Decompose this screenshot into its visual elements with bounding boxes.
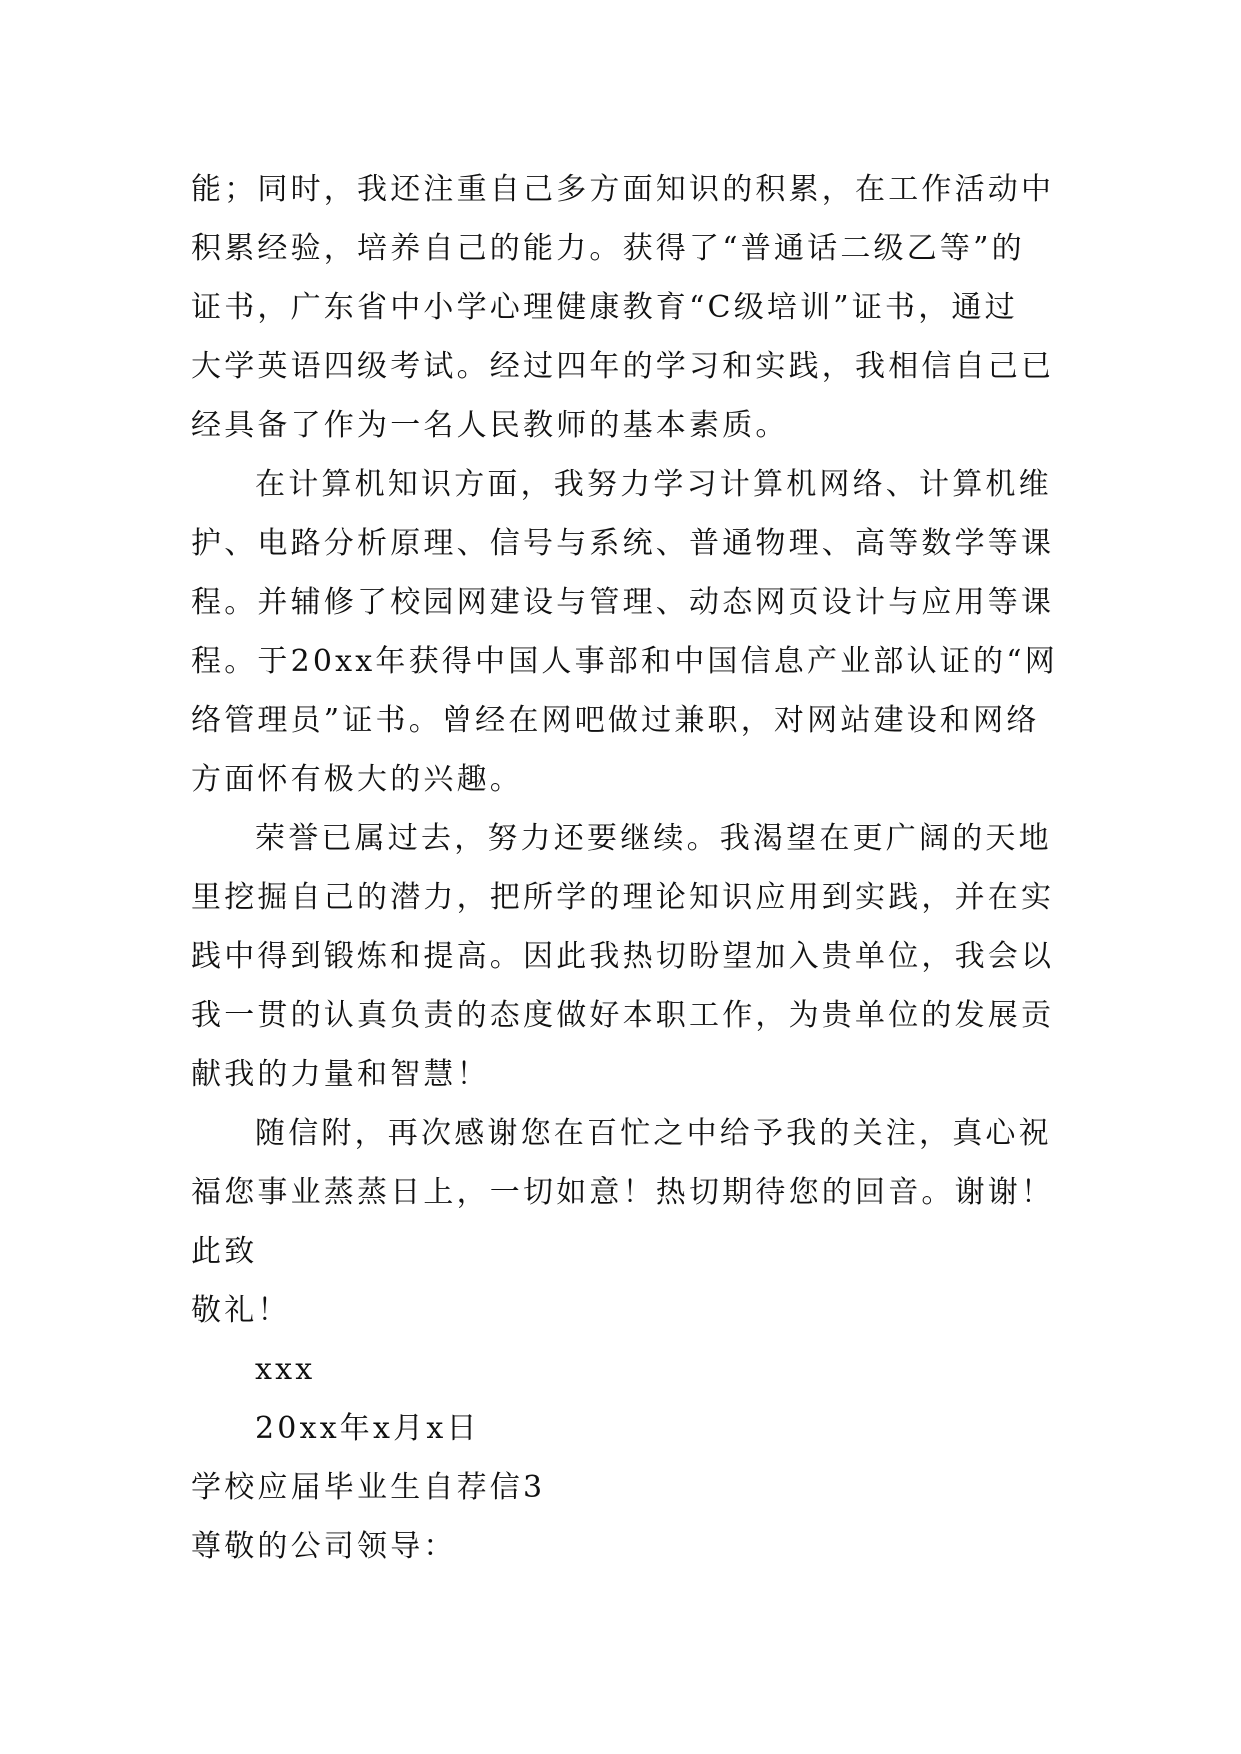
body-text-line: 护、电路分析原理、信号与系统、普通物理、高等数学等课 — [191, 526, 1055, 561]
body-text-line: 络管理员”证书。曾经在网吧做过兼职，对网站建设和网络 — [191, 703, 1040, 738]
closing-regards: 敬礼！ — [191, 1293, 291, 1328]
body-text-line: 积累经验，培养自己的能力。获得了“普通话二级乙等”的 — [191, 231, 1025, 266]
body-text-line: 程。并辅修了校园网建设与管理、动态网页设计与应用等课 — [191, 585, 1055, 620]
body-text-line: 福您事业蒸蒸日上，一切如意！热切期待您的回音。谢谢！ — [191, 1175, 1055, 1210]
body-text-line: 证书，广东省中小学心理健康教育“C级培训”证书，通过 — [191, 290, 1018, 325]
body-text-line: 经具备了作为一名人民教师的基本素质。 — [191, 408, 789, 443]
paragraph-first-line: 荣誉已属过去，努力还要继续。我渴望在更广阔的天地 — [255, 821, 1052, 856]
paragraph-first-line: 随信附，再次感谢您在百忙之中给予我的关注，真心祝 — [255, 1116, 1052, 1151]
signature-name: xxx — [255, 1352, 316, 1387]
body-text-line: 方面怀有极大的兴趣。 — [191, 762, 523, 797]
body-text-line: 献我的力量和智慧！ — [191, 1057, 490, 1092]
document-body — [191, 160, 1081, 1576]
body-text-line: 践中得到锻炼和提高。因此我热切盼望加入贵单位，我会以 — [191, 939, 1055, 974]
section-heading: 学校应届毕业生自荐信3 — [191, 1470, 546, 1505]
body-text-line: 我一贯的认真负责的态度做好本职工作，为贵单位的发展贡 — [191, 998, 1055, 1033]
signature-date: 20xx年x月x日 — [255, 1411, 480, 1446]
body-text-line: 能；同时，我还注重自己多方面知识的积累，在工作活动中 — [191, 172, 1055, 207]
body-text-line: 程。于20xx年获得中国人事部和中国信息产业部认证的“网 — [191, 644, 1058, 679]
body-text-line: 里挖掘自己的潜力，把所学的理论知识应用到实践，并在实 — [191, 880, 1055, 915]
body-text-line: 大学英语四级考试。经过四年的学习和实践，我相信自己已 — [191, 349, 1055, 384]
paragraph-first-line: 在计算机知识方面，我努力学习计算机网络、计算机维 — [255, 467, 1052, 502]
closing-salutation: 此致 — [191, 1234, 258, 1269]
letter-greeting: 尊敬的公司领导： — [191, 1529, 457, 1564]
